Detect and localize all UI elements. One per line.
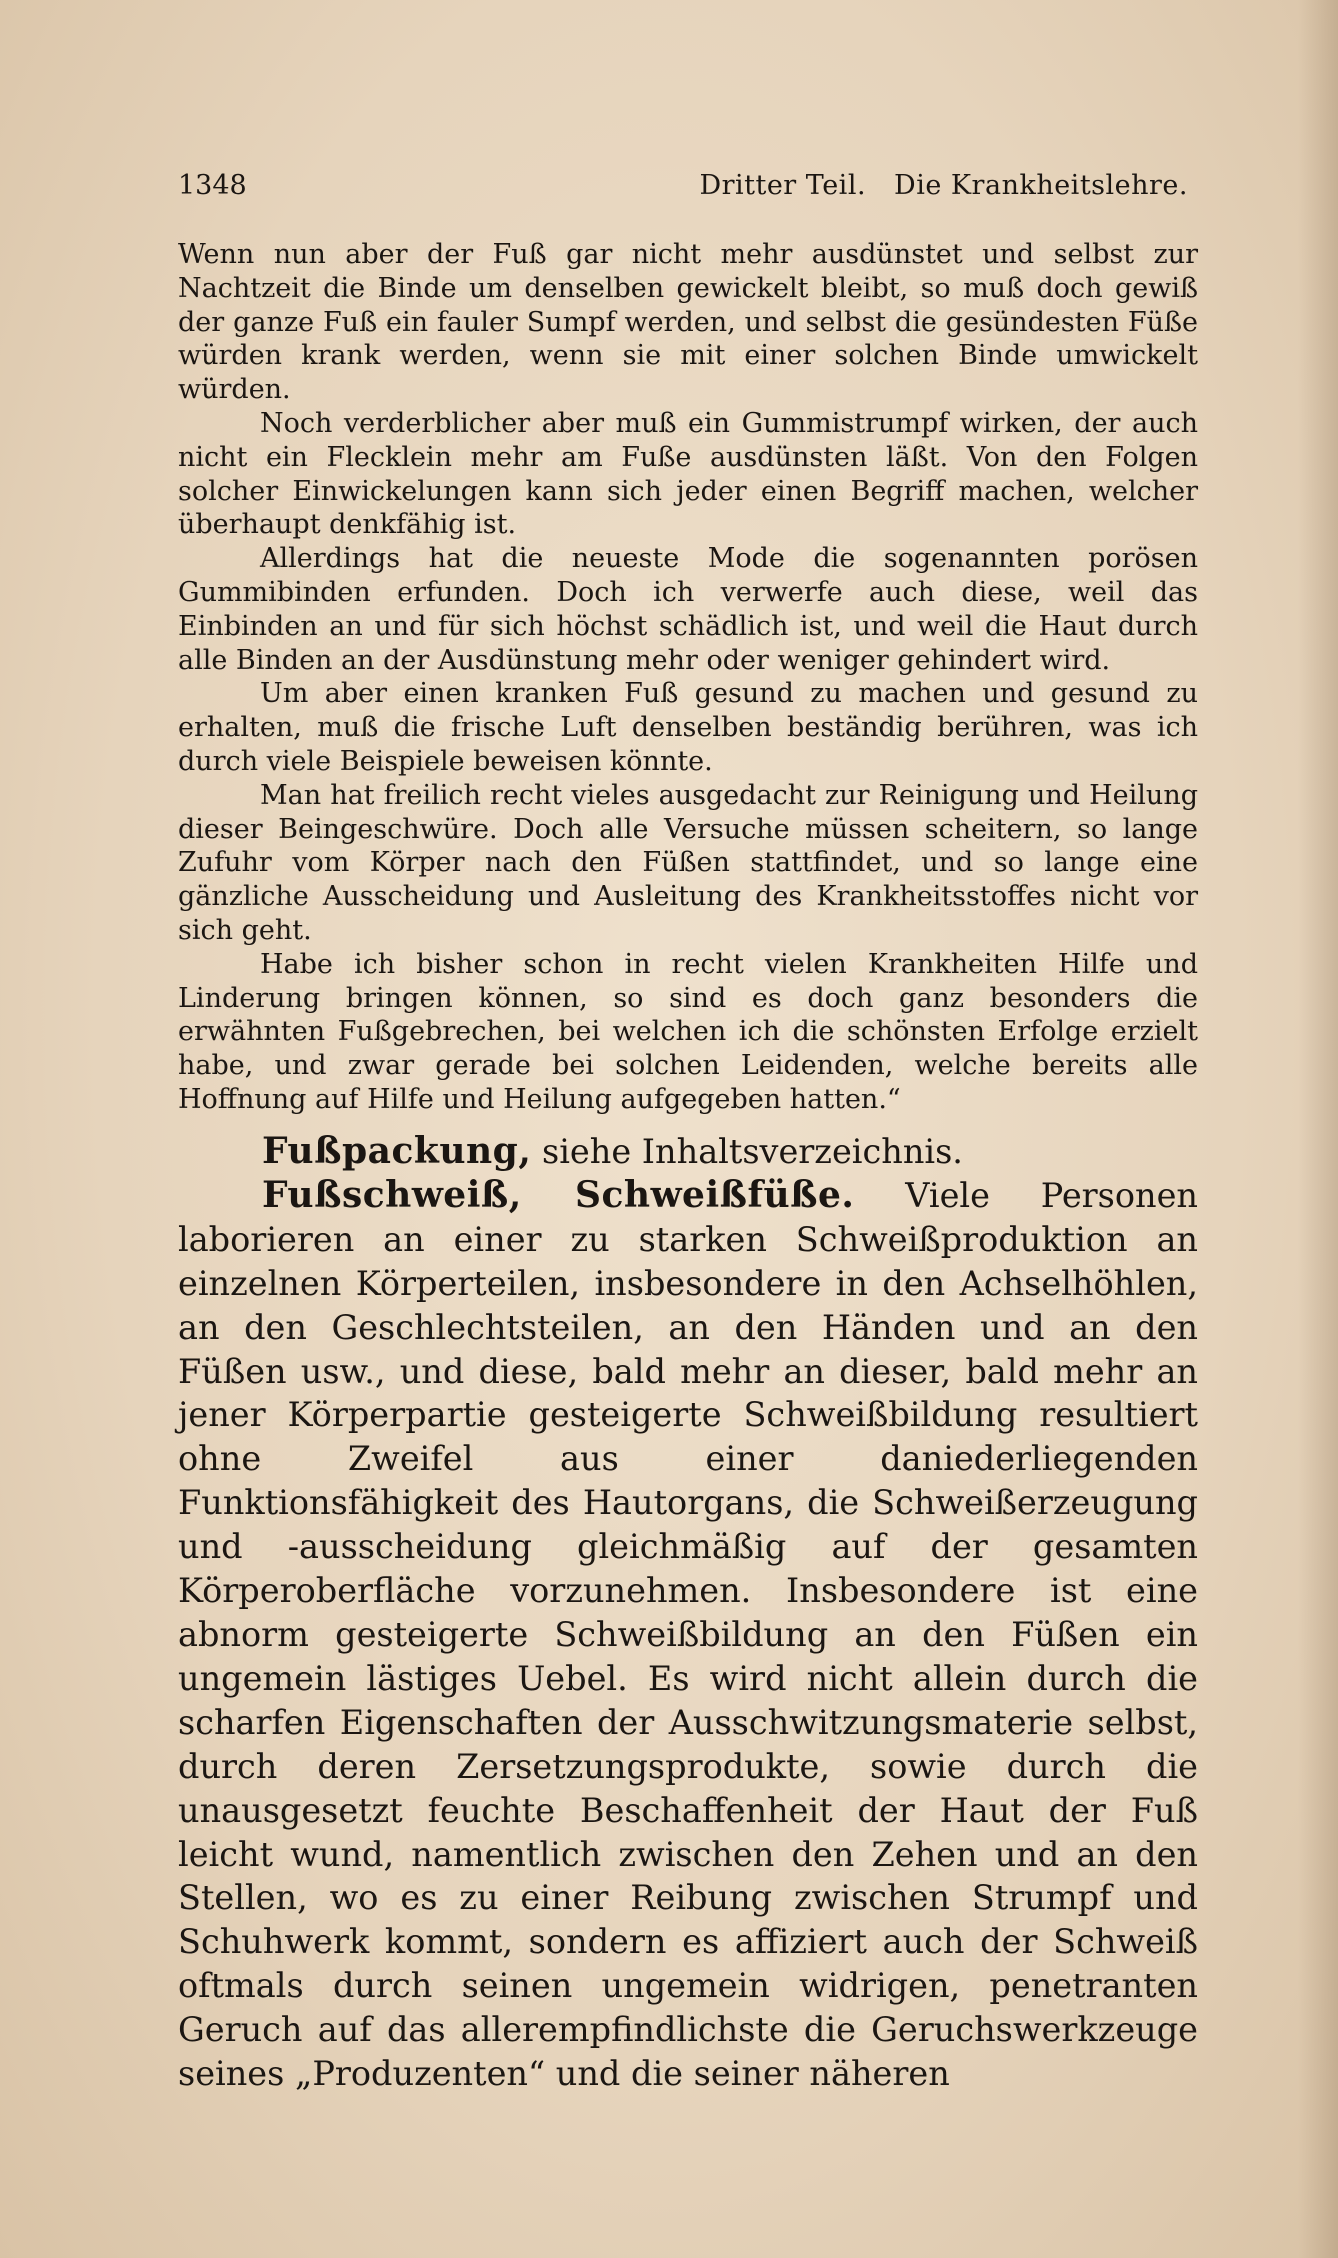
entry-text: Viele Personen laborieren an einer zu starken Schweißproduktion an einzelnen Körperteilen, insbesondere in den Achselhöhlen, an den Geschlechtsteilen, an den Händen und an den Füßen usw., und diese, bald mehr an dieser, bald mehr an jener Körperpartie gesteigerte Schweißbildung resultiert ohne Zweifel aus einer daniederliegenden Funktionsfähigkeit des Hautorgans, die Schweißerzeugung und -ausscheidung gleichmäßig auf der gesamten Körperoberfläche vorzunehmen. Insbesondere ist eine abnorm gesteigerte Schweißbildung an den Füßen ein ungemein lästiges Uebel. Es wird nicht allein durch die scharfen Eigenschaften der Ausschwitzungsmaterie selbst, durch deren Zersetzungsprodukte, sowie durch die unausgesetzt feuchte Beschaffenheit der Haut der Fuß leicht wund, namentlich zwischen den Zehen und an den Stellen, wo es zu einer Reibung zwischen Strumpf und Schuhwerk kommt, sondern es affiziert auch der Schweiß oftmals durch seinen ungemein widrigen, penetranten Geruch auf das allerempfindlichste die Geruchswerkzeuge seines „Produzenten“ und die seiner näheren — [178, 1175, 1198, 2094]
encyclopedia-entries — [178, 1130, 1198, 2096]
quote-paragraph-4: Um aber einen kranken Fuß gesund zu machen und gesund zu erhalten, muß die frische Luft denselben beständig berühren, was ich durch viele Beispiele beweisen könnte. — [178, 678, 1198, 777]
quote-paragraph-1: Wenn nun aber der Fuß gar nicht mehr ausdünstet und selbst zur Nachtzeit die Binde um denselben gewickelt bleibt, so muß doch gewiß der ganze Fuß ein fauler Sumpf werden, und selbst die gesündesten Füße würden krank werden, wenn sie mit einer solchen Binde umwickelt würden. — [178, 239, 1198, 406]
entry-text: siehe Inhaltsverzeichnis. — [531, 1132, 963, 1171]
quote-paragraph-5: Man hat freilich recht vieles ausgedacht zur Reinigung und Heilung dieser Beingeschwüre. Doch alle Versuche müssen scheitern, so lange Zufuhr vom Körper nach den Füßen stattfindet, und so lange eine gänzliche Ausscheidung und Ausleitung des Krankheitsstoffes nicht vor sich geht. — [178, 779, 1198, 946]
quoted-text-block — [178, 238, 1198, 1117]
section-title: Dritter Teil. — [699, 170, 867, 201]
running-title — [699, 164, 1188, 208]
chapter-title: Die Krankheitslehre. — [894, 170, 1188, 201]
entry-headword: Fußpackung, — [262, 1130, 532, 1172]
running-header — [178, 164, 1188, 208]
page-edge-shadow — [1298, 0, 1338, 2258]
page-number: 1348 — [178, 170, 247, 201]
entry-headword: Fußschweiß, Schweißfüße. — [262, 1173, 855, 1216]
entry-fussschweiss — [178, 1174, 1198, 2096]
quote-paragraph-3: Allerdings hat die neueste Mode die sogenannten porösen Gummibinden erfunden. Doch ich verwerfe auch diese, weil das Einbinden an und für sich höchst schädlich ist, und weil die Haut durch alle Binden an der Ausdünstung mehr oder weniger gehindert wird. — [178, 543, 1198, 676]
quote-paragraph-6: Habe ich bisher schon in recht vielen Krankheiten Hilfe und Linderung bringen können, so sind es doch ganz besonders die erwähnten Fußgebrechen, bei welchen ich die schönsten Erfolge erzielt habe, und zwar gerade bei solchen Leidenden, welche bereits alle Hoffnung auf Hilfe und Heilung aufgegeben hatten.“ — [178, 948, 1198, 1115]
quote-paragraph-2: Noch verderblicher aber muß ein Gummistrumpf wirken, der auch nicht ein Flecklein mehr am Fuße ausdünsten läßt. Von den Folgen solcher Einwickelungen kann sich jeder einen Begriff machen, welcher überhaupt denkfähig ist. — [178, 407, 1198, 541]
entry-fusspackung — [178, 1130, 1198, 1174]
